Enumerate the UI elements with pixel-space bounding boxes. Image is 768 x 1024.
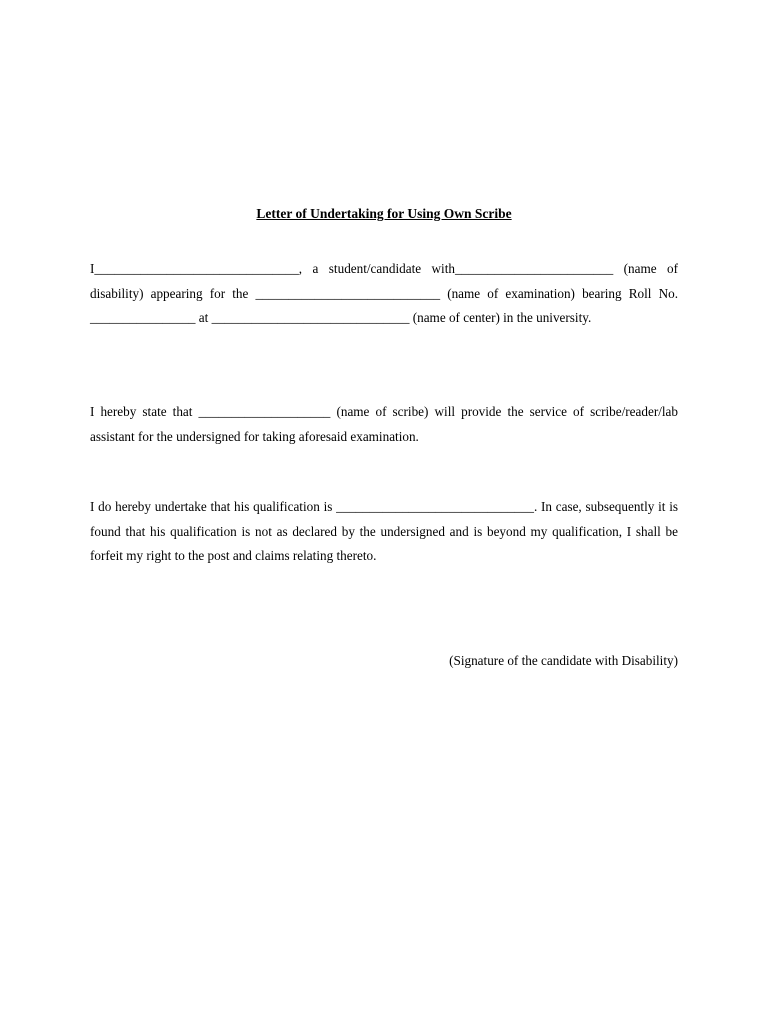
paragraph-qualification-undertaking: I do hereby undertake that his qualification is ______________________________. In case, subsequently it is found that his qualification is not as declared by the undersigned and is beyond my qualification, I shall be forfeit my right to the post and claims relating thereto.	[90, 499, 678, 563]
document-title: Letter of Undertaking for Using Own Scribe	[256, 206, 512, 221]
signature-label: (Signature of the candidate with Disability)	[449, 653, 678, 668]
paragraph-candidate-details: I_______________________________, a student/candidate with________________________ (name of disability) appearing for the ____________________________ (name of examination) bearing Roll No. ________________ at ______________________________ (name of center) in the university.	[90, 261, 678, 325]
paragraph-scribe-statement: I hereby state that ____________________ (name of scribe) will provide the service of scribe/reader/lab assistant for the undersigned for taking aforesaid examination.	[90, 404, 678, 444]
